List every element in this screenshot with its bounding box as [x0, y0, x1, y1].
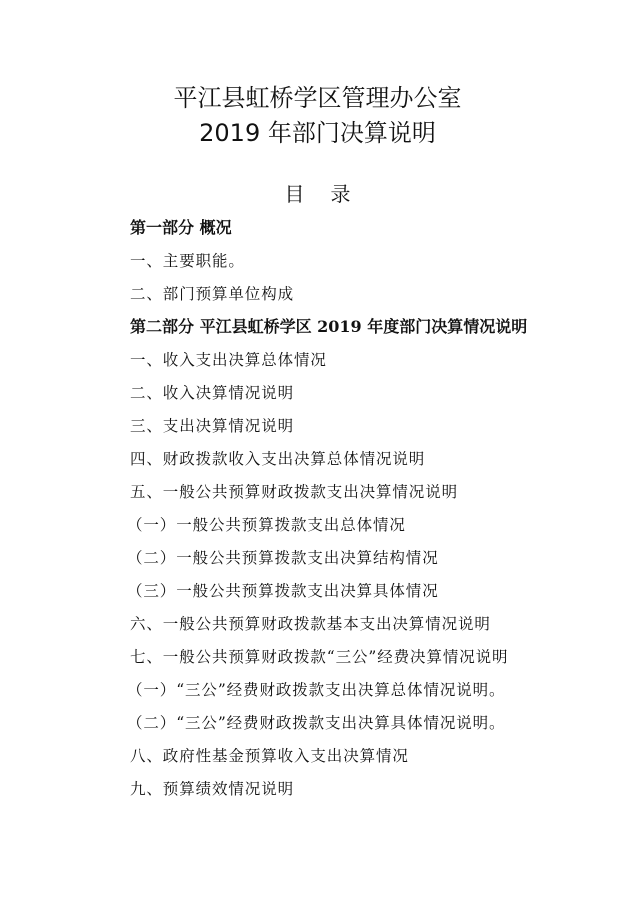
toc-entry: 二、部门预算单位构成 — [130, 285, 295, 303]
toc-entry: （一）“三公”经费财政拨款支出决算总体情况说明。 — [127, 681, 506, 699]
toc-entry: （三）一般公共预算拨款支出决算具体情况 — [127, 582, 439, 600]
toc-entry: 五、一般公共预算财政拨款支出决算情况说明 — [130, 483, 459, 501]
toc-entry: 一、主要职能。 — [130, 252, 245, 270]
toc-entry: 二、收入决算情况说明 — [130, 384, 295, 402]
toc-entry: （二）“三公”经费财政拨款支出决算具体情况说明。 — [127, 714, 506, 732]
toc-entry: 八、政府性基金预算收入支出决算情况 — [130, 747, 409, 765]
document-title-line-2: 2019 年部门决算说明 — [199, 119, 436, 147]
toc-heading: 目录 — [284, 182, 377, 206]
table-of-contents — [127, 216, 560, 810]
toc-part-heading: 第二部分 平江县虹桥学区 2019 年度部门决算情况说明 — [130, 317, 528, 336]
toc-entry: 一、收入支出决算总体情况 — [130, 351, 327, 369]
toc-entry: （一）一般公共预算拨款支出总体情况 — [127, 516, 406, 534]
toc-entry: 六、一般公共预算财政拨款基本支出决算情况说明 — [130, 615, 491, 633]
toc-part-heading: 第一部分 概况 — [130, 218, 232, 237]
toc-entry: 七、一般公共预算财政拨款“三公”经费决算情况说明 — [130, 648, 509, 666]
toc-entry: （二）一般公共预算拨款支出决算结构情况 — [127, 549, 439, 567]
toc-entry: 九、预算绩效情况说明 — [130, 780, 295, 798]
toc-entry: 四、财政拨款收入支出决算总体情况说明 — [130, 450, 426, 468]
toc-entry: 三、支出决算情况说明 — [130, 417, 295, 435]
document-title-line-1: 平江县虹桥学区管理办公室 — [173, 84, 462, 112]
